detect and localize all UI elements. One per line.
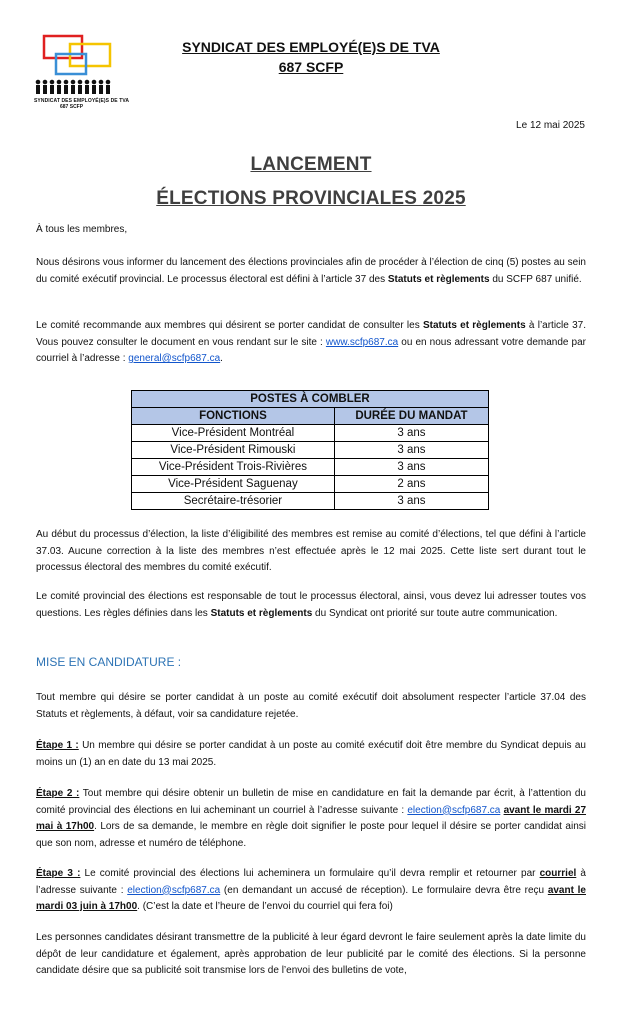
title-line-2: ÉLECTIONS PROVINCIALES 2025 xyxy=(156,188,466,209)
org-number: 687 SCFP xyxy=(278,59,344,75)
paragraph-rules: Tout membre qui désire se porter candidat à un poste au comité exécutif doit absolument respecter l’article 37.04 des Statuts et règlements, à défaut, voir sa candidature rejetée. xyxy=(36,692,586,720)
election-email-link-2[interactable]: election@scfp687.ca xyxy=(127,884,221,896)
table-title: POSTES À COMBLER xyxy=(132,391,489,408)
table-row: Vice-Président Rimouski 3 ans xyxy=(132,442,489,459)
step-2-label: Étape 2 : xyxy=(36,788,80,799)
title-line-1: LANCEMENT xyxy=(250,154,372,175)
table-row: Vice-Président Montréal 3 ans xyxy=(132,425,489,442)
paragraph-recommend: Le comité recommande aux membres qui désirent se porter candidat de consulter les Statuts et règlements à l’article 37. Vous pouvez consulter le document en vous rendant sur le site : www.scfp687.ca ou en nous adressant votre demande par courriel à l’adresse : general@scfp687.ca. xyxy=(36,320,586,364)
section-heading-candidature: MISE EN CANDIDATURE : xyxy=(36,655,182,669)
positions-table xyxy=(131,390,489,510)
document-date: Le 12 mai 2025 xyxy=(516,120,585,131)
logo-caption: SYNDICAT DES EMPLOYÉ(E)S DE TVA xyxy=(34,98,130,104)
paragraph-eligibility: Au début du processus d’élection, la liste d’éligibilité des membres est remise au comité d’élections, tel que défini à l’article 37.03. Aucune correction à la liste des membres n’est effectuée après le 12 mai 2025. Cette liste sert durant tout le processus électoral des membres du comité exécutif. xyxy=(36,529,586,573)
step-3-deadline: avant le mardi 03 juin à 17h00 xyxy=(36,884,586,912)
election-email-link[interactable]: election@scfp687.ca xyxy=(407,804,501,816)
website-link[interactable]: www.scfp687.ca xyxy=(325,336,399,348)
org-name: SYNDICAT DES EMPLOYÉ(E)S DE TVA xyxy=(182,39,440,55)
greeting: À tous les membres, xyxy=(36,224,128,235)
paragraph-publicity: Les personnes candidates désirant transmettre de la publicité à leur égard devront le faire seulement après la date limite du dépôt de leur candidature et également, après approbation de leur publicité par le comité des élections. Si la personne candidate désire que sa publicité soit transmise lors de l’envoi des bulletins de vote, xyxy=(36,932,586,976)
logo-caption-number: 687 SCFP xyxy=(60,104,84,110)
column-header-fonctions: FONCTIONS xyxy=(132,408,335,425)
paragraph-intro: Nous désirons vous informer du lancement des élections provinciales afin de procéder à l’élection de cinq (5) postes au sein du comité exécutif provincial. Le processus électoral est défini à l’article 37 des Statuts et règlements du SCFP 687 unifié. xyxy=(36,257,586,285)
table-row: Vice-Président Saguenay 2 ans xyxy=(132,476,489,493)
table-row: Vice-Président Trois-Rivières 3 ans xyxy=(132,459,489,476)
column-header-duree: DURÉE DU MANDAT xyxy=(334,408,488,425)
general-email-link[interactable]: general@scfp687.ca xyxy=(128,353,221,364)
step-1-label: Étape 1 : xyxy=(36,740,79,751)
step-3: Étape 3 : Le comité provincial des élections lui acheminera un formulaire qu’il devra remplir et retourner par courriel à l’adresse suivante : election@scfp687.ca (en demandant un accusé de réception). Le formulaire devra être reçu avant le mardi 03 juin à 17h00. (C’est la date et l’heure de l’envoi du courriel qui fera foi) xyxy=(36,868,586,912)
step-2: Étape 2 : Tout membre qui désire obtenir un bulletin de mise en candidature en fait la demande par écrit, à l’attention du comité provincial des élections en lui acheminant un courriel à l’adresse suivante : election@scfp687.ca avant le mardi 27 mai à 17h00. Lors de sa demande, le membre en règle doit signifier le poste pour lequel il désire se porter candidat ainsi que son nom, adresse et numéro de téléphone. xyxy=(36,788,587,849)
table-row: Secrétaire-trésorier 3 ans xyxy=(132,493,489,510)
step-2-deadline: avant le mardi 27 mai à 17h00 xyxy=(36,804,587,832)
step-3-label: Étape 3 : xyxy=(36,868,81,879)
step-1: Étape 1 : Un membre qui désire se porter candidat à un poste au comité exécutif doit être membre du Syndicat depuis au moins un (1) an en date du 13 mai 2025. xyxy=(36,740,586,768)
paragraph-committee: Le comité provincial des élections est responsable de tout le processus électoral, ainsi, vous devez lui adresser toutes vos questions. Les règles définies dans les Statuts et règlements du Syndicat ont priorité sur toute autre communication. xyxy=(36,591,586,619)
